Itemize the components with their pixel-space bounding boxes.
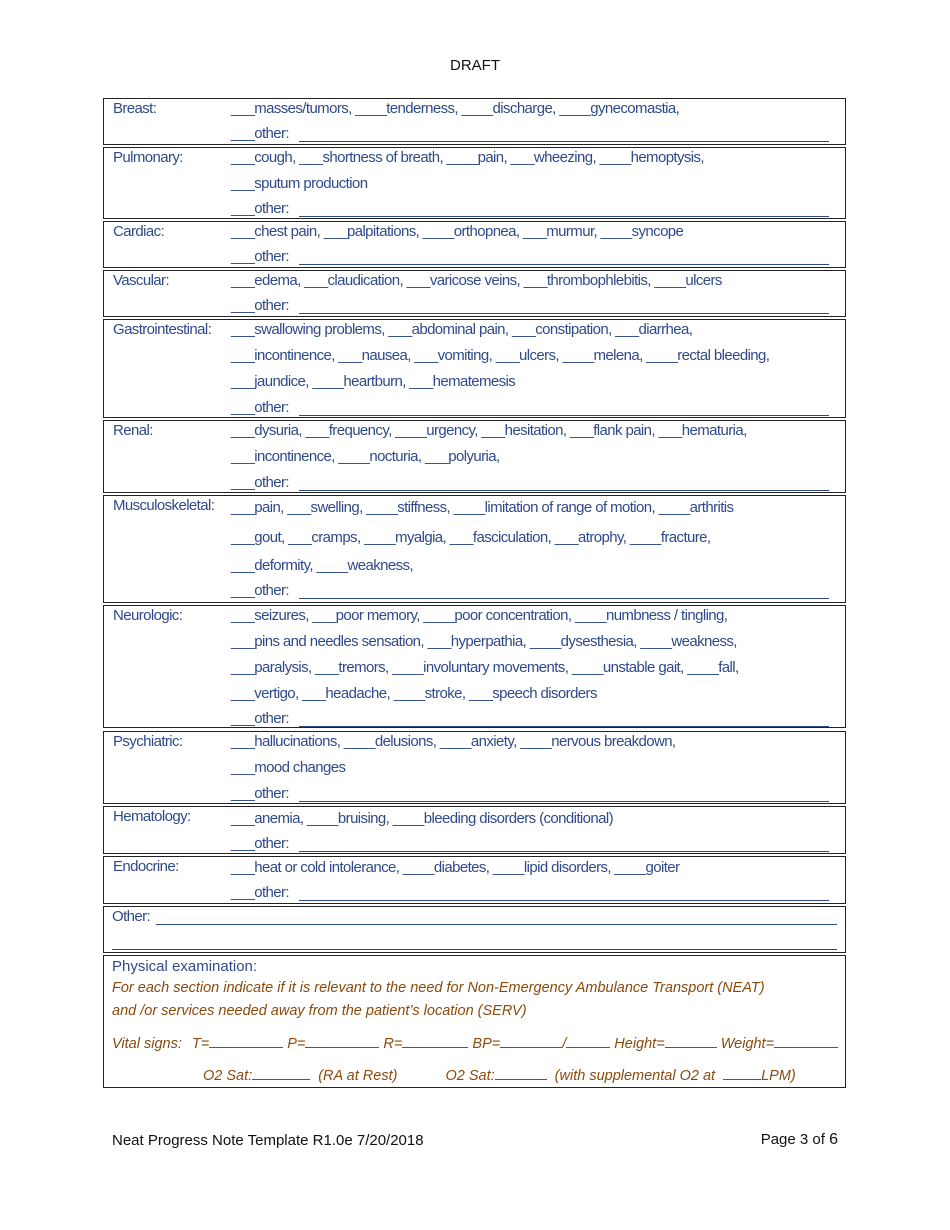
other-field[interactable] — [231, 710, 837, 727]
page-total: 6 — [829, 1131, 838, 1148]
other-field[interactable] — [231, 248, 837, 265]
o2-rest-note: (RA at Rest) — [318, 1068, 398, 1084]
symptom-line: ___chest pain, ___palpitations, ____orthopnea, ___murmur, ____syncope — [231, 223, 684, 240]
other-label: ___other: — [231, 582, 289, 599]
section-label: Musculoskeletal: — [113, 497, 215, 514]
other-label: ___other: — [231, 125, 289, 142]
section-label: Cardiac: — [113, 223, 165, 240]
section-label: Pulmonary: — [113, 149, 183, 166]
other-blank[interactable] — [299, 399, 829, 416]
bp-diastolic-blank[interactable] — [566, 1034, 610, 1048]
o2-rest-blank[interactable] — [252, 1066, 310, 1080]
other-blank[interactable] — [299, 785, 829, 802]
physical-exam-title: Physical examination: — [112, 958, 258, 975]
other-label: Other: — [112, 908, 151, 925]
section-label: Vascular: — [113, 272, 170, 289]
weight-blank[interactable] — [774, 1034, 838, 1048]
other-blank[interactable] — [299, 582, 829, 599]
section-label: Gastrointestinal: — [113, 321, 212, 338]
other-label: ___other: — [231, 835, 289, 852]
other-extra-line[interactable] — [112, 949, 837, 950]
footer-page-number — [761, 1131, 838, 1149]
section-breast — [103, 98, 846, 145]
section-gastrointestinal — [103, 319, 846, 418]
symptom-line: ___vertigo, ___headache, ____stroke, ___speech disorders — [231, 685, 597, 702]
section-endocrine — [103, 856, 846, 904]
other-label: ___other: — [231, 884, 289, 901]
symptom-line: ___masses/tumors, ____tenderness, ____discharge, ____gynecomastia, — [231, 100, 680, 117]
weight-label: Weight= — [720, 1036, 775, 1052]
section-label: Psychiatric: — [113, 733, 183, 750]
pulse-blank[interactable] — [305, 1034, 379, 1048]
temp-label: T= — [191, 1036, 210, 1052]
other-field[interactable] — [231, 125, 837, 142]
lpm-blank[interactable] — [723, 1066, 761, 1080]
other-field[interactable] — [231, 200, 837, 217]
other-field[interactable] — [112, 908, 837, 925]
other-label: ___other: — [231, 474, 289, 491]
symptom-line: ___edema, ___claudication, ___varicose veins, ___thrombophlebitis, ____ulcers — [231, 272, 722, 289]
other-label: ___other: — [231, 200, 289, 217]
symptom-line: ___incontinence, ____nocturia, ___polyuria, — [231, 448, 500, 465]
section-label: Neurologic: — [113, 607, 183, 624]
symptom-line: ___cough, ___shortness of breath, ____pain, ___wheezing, ____hemoptysis, — [231, 149, 705, 166]
other-label: ___other: — [231, 785, 289, 802]
section-vascular — [103, 270, 846, 317]
other-label: ___other: — [231, 297, 289, 314]
symptom-line: ___paralysis, ___tremors, ____involuntary movements, ____unstable gait, ____fall, — [231, 659, 739, 676]
section-physical-exam — [103, 955, 846, 1088]
section-other — [103, 906, 846, 953]
symptom-line: ___hallucinations, ____delusions, ____anxiety, ____nervous breakdown, — [231, 733, 676, 750]
symptom-line: ___gout, ___cramps, ____myalgia, ___fasciculation, ___atrophy, ____fracture, — [231, 529, 711, 546]
section-pulmonary — [103, 147, 846, 219]
vital-signs-row — [112, 1034, 838, 1052]
section-label: Endocrine: — [113, 858, 179, 875]
symptom-line: ___mood changes — [231, 759, 346, 776]
section-cardiac — [103, 221, 846, 268]
other-field[interactable] — [231, 297, 837, 314]
other-field[interactable] — [231, 835, 837, 852]
vital-signs-label: Vital signs: — [112, 1036, 182, 1052]
other-field[interactable] — [231, 785, 837, 802]
other-blank[interactable] — [299, 248, 829, 265]
symptom-line: ___sputum production — [231, 175, 368, 192]
symptom-line: ___pins and needles sensation, ___hyperpathia, ____dysesthesia, ____weakness, — [231, 633, 737, 650]
bp-label: BP= — [472, 1036, 501, 1052]
height-label: Height= — [614, 1036, 665, 1052]
symptom-line: ___pain, ___swelling, ____stiffness, ____limitation of range of motion, ____arthritis — [231, 499, 734, 516]
draft-header: DRAFT — [450, 57, 500, 74]
section-psychiatric — [103, 731, 846, 804]
section-hematology — [103, 806, 846, 854]
bp-systolic-blank[interactable] — [500, 1034, 562, 1048]
other-label: ___other: — [231, 399, 289, 416]
other-field[interactable] — [231, 884, 837, 901]
page-prefix: Page 3 of — [760, 1131, 830, 1148]
pulse-label: P= — [287, 1036, 306, 1052]
other-blank[interactable] — [299, 297, 829, 314]
temp-blank[interactable] — [209, 1034, 283, 1048]
bp-slash: / — [562, 1036, 567, 1052]
other-label: ___other: — [231, 248, 289, 265]
other-blank[interactable] — [299, 710, 829, 727]
o2-supp-note: (with supplemental O2 at — [554, 1068, 716, 1084]
lpm-unit: LPM) — [761, 1068, 796, 1084]
other-blank[interactable] — [156, 908, 837, 925]
section-label: Breast: — [113, 100, 157, 117]
symptom-line: ___incontinence, ___nausea, ___vomiting, ___ulcers, ____melena, ____rectal bleeding, — [231, 347, 770, 364]
instruction-line: For each section indicate if it is relevant to the need for Non-Emergency Ambulance Transport (NEAT) — [112, 980, 765, 996]
section-neurologic — [103, 605, 846, 728]
symptom-line: ___deformity, ____weakness, — [231, 557, 413, 574]
symptom-line: ___swallowing problems, ___abdominal pain, ___constipation, ___diarrhea, — [231, 321, 693, 338]
symptom-line: ___anemia, ____bruising, ____bleeding disorders (conditional) — [231, 810, 614, 827]
section-label: Renal: — [113, 422, 153, 439]
other-blank[interactable] — [299, 835, 829, 852]
other-blank[interactable] — [299, 884, 829, 901]
resp-blank[interactable] — [402, 1034, 468, 1048]
o2-row — [203, 1066, 796, 1084]
o2-sat-label: O2 Sat: — [203, 1068, 253, 1084]
o2-supp-blank[interactable] — [495, 1066, 547, 1080]
height-blank[interactable] — [665, 1034, 717, 1048]
other-field[interactable] — [231, 399, 837, 416]
other-blank[interactable] — [299, 200, 829, 217]
resp-label: R= — [383, 1036, 403, 1052]
other-field[interactable] — [231, 582, 837, 599]
other-label: ___other: — [231, 710, 289, 727]
other-field[interactable] — [231, 474, 837, 491]
symptom-line: ___seizures, ___poor memory, ____poor concentration, ____numbness / tingling, — [231, 607, 728, 624]
section-renal — [103, 420, 846, 493]
section-label: Hematology: — [113, 808, 191, 825]
instruction-line: and /or services needed away from the patient’s location (SERV) — [112, 1003, 527, 1019]
other-blank[interactable] — [299, 474, 829, 491]
other-blank[interactable] — [299, 125, 829, 142]
symptom-line: ___heat or cold intolerance, ____diabetes, ____lipid disorders, ____goiter — [231, 859, 680, 876]
o2-sat-label: O2 Sat: — [445, 1068, 495, 1084]
footer-template-name: Neat Progress Note Template R1.0e 7/20/2018 — [112, 1132, 424, 1149]
symptom-line: ___jaundice, ____heartburn, ___hematemesis — [231, 373, 516, 390]
symptom-line: ___dysuria, ___frequency, ____urgency, ___hesitation, ___flank pain, ___hematuria, — [231, 422, 747, 439]
section-musculoskeletal — [103, 495, 846, 603]
